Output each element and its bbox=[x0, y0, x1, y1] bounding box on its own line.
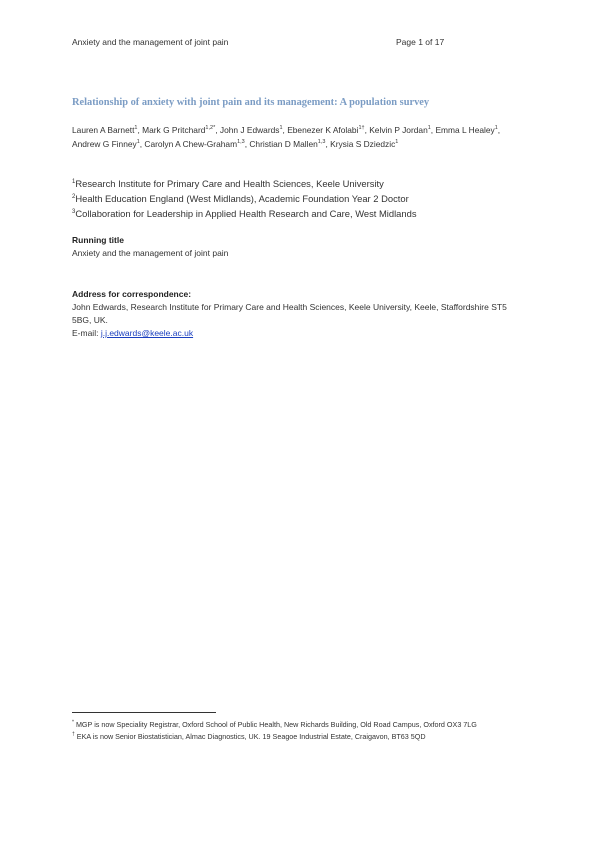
author: Christian D Mallen$^{1,3}$, bbox=[249, 138, 331, 149]
affiliation-list bbox=[72, 177, 532, 221]
affiliation: $^2$Health Education England (West Midlands), Academic Foundation Year 2 Doctor bbox=[72, 192, 409, 204]
correspondence-email-line bbox=[72, 327, 527, 340]
email-label: E-mail: bbox=[72, 328, 101, 338]
correspondence-section bbox=[72, 288, 527, 340]
running-title-section bbox=[72, 234, 527, 260]
correspondence-heading: Address for correspondence: bbox=[72, 289, 192, 299]
affiliation: $^3$Collaboration for Leadership in Applied Health Research and Care, West Midlands bbox=[72, 207, 417, 219]
author: Kelvin P Jordan$^1$, bbox=[369, 125, 436, 135]
author: Emma L Healey$^1$, bbox=[435, 125, 501, 135]
email-link[interactable]: j.j.edwards@keele.ac.uk bbox=[100, 328, 194, 338]
author-list bbox=[72, 124, 527, 151]
author: Krysia S Dziedzic$^1$ bbox=[330, 138, 399, 149]
author: Mark G Pritchard$^{1,2*}$, bbox=[142, 125, 220, 135]
running-title-text: Anxiety and the management of joint pain bbox=[72, 248, 229, 258]
correspondence-address: John Edwards, Research Institute for Primary Care and Health Sciences, Keele University, Keele, Staffordshire ST5 5BG, UK. bbox=[72, 302, 507, 325]
footnote: † EKA is now Senior Biostatistician, Almac Diagnostics, UK. 19 Seagoe Industrial Estate, Craigavon, BT63 5QD bbox=[72, 731, 426, 741]
affiliation: $^1$Research Institute for Primary Care and Health Sciences, Keele University bbox=[72, 178, 384, 189]
author: John J Edwards$^1$, bbox=[219, 125, 288, 135]
page-number: Page 1 of 17 bbox=[396, 37, 445, 47]
footnote-list bbox=[72, 719, 527, 742]
paper-title: Relationship of anxiety with joint pain and its management: A population survey bbox=[72, 97, 430, 108]
author: Andrew G Finney$^1$, bbox=[72, 138, 145, 149]
author: Carolyn A Chew-Graham$^{1,3}$, bbox=[144, 138, 250, 149]
footnote: * MGP is now Speciality Registrar, Oxford School of Public Health, New Richards Building, Old Road Campus, Oxford OX3 7LG bbox=[72, 719, 477, 729]
footnote-divider bbox=[72, 712, 216, 713]
author: Lauren A Barnett$^1$, bbox=[72, 125, 143, 135]
running-title-heading: Running title bbox=[72, 235, 124, 245]
running-head: Anxiety and the management of joint pain bbox=[72, 37, 229, 47]
author: Ebenezer K Afolabi$^{1\dagger}$, bbox=[287, 125, 370, 135]
